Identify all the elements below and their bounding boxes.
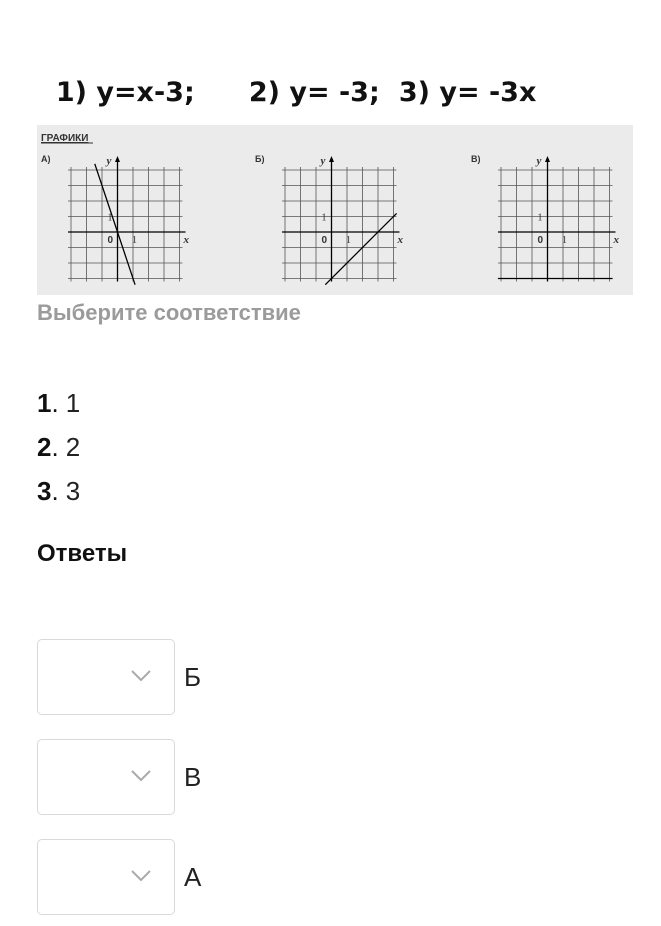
graph-panel bbox=[471, 154, 620, 282]
answer-select-2[interactable] bbox=[37, 739, 175, 815]
equation-3: 3) y= -3x bbox=[398, 77, 537, 108]
graph-label: В) bbox=[471, 154, 481, 164]
graphs-figure bbox=[37, 125, 633, 295]
chevron-down-icon bbox=[131, 670, 151, 682]
x-tick-label: 1 bbox=[346, 235, 351, 246]
function-line bbox=[325, 213, 396, 284]
list-item bbox=[37, 388, 80, 432]
graph-panel bbox=[41, 154, 190, 285]
origin-label: 0 bbox=[537, 235, 544, 246]
y-tick-label: 1 bbox=[107, 212, 113, 224]
answer-label: Б bbox=[184, 661, 202, 692]
chevron-down-icon bbox=[131, 770, 151, 782]
answers-heading: Ответы bbox=[37, 540, 128, 567]
x-axis-label: x bbox=[183, 234, 189, 246]
origin-label: 0 bbox=[107, 235, 114, 246]
x-tick-label: 1 bbox=[562, 235, 567, 246]
items-list bbox=[37, 388, 80, 520]
y-axis-label: y bbox=[106, 155, 112, 167]
item-number: 2 bbox=[37, 432, 52, 462]
x-tick-label: 1 bbox=[132, 235, 137, 246]
graph-label: Б) bbox=[255, 154, 265, 164]
y-axis-arrow bbox=[115, 156, 120, 162]
answer-row bbox=[37, 838, 201, 916]
x-axis-label: x bbox=[613, 234, 619, 246]
instruction-text: Выберите соответствие bbox=[37, 300, 301, 325]
answer-label: А bbox=[184, 861, 202, 892]
y-tick-label: 1 bbox=[537, 212, 543, 224]
item-value: 3 bbox=[65, 476, 81, 506]
item-separator: . bbox=[51, 388, 59, 418]
item-separator: . bbox=[51, 476, 59, 506]
item-value: 2 bbox=[65, 432, 81, 462]
figure-heading: ГРАФИКИ bbox=[41, 133, 89, 144]
equation-1: 1) y=x-3; bbox=[55, 77, 195, 108]
function-line bbox=[95, 164, 135, 285]
answer-select-1[interactable] bbox=[37, 639, 175, 715]
y-axis-arrow bbox=[545, 156, 550, 162]
equation-2: 2) y= -3; bbox=[248, 77, 380, 108]
item-number: 1 bbox=[37, 388, 52, 418]
y-axis-label: y bbox=[536, 155, 542, 167]
item-value: 1 bbox=[65, 388, 81, 418]
y-axis-arrow bbox=[329, 156, 334, 162]
origin-label: 0 bbox=[321, 235, 328, 246]
chevron-down-icon bbox=[131, 870, 151, 882]
x-axis-label: x bbox=[397, 234, 403, 246]
graph-label: А) bbox=[41, 154, 51, 164]
y-axis-label: y bbox=[320, 155, 326, 167]
list-item bbox=[37, 432, 80, 476]
y-tick-label: 1 bbox=[321, 212, 327, 224]
answer-label: В bbox=[184, 761, 202, 792]
list-item bbox=[37, 476, 80, 520]
item-number: 3 bbox=[37, 476, 52, 506]
equations-line bbox=[37, 46, 536, 108]
answer-select-3[interactable] bbox=[37, 839, 175, 915]
answer-row bbox=[37, 638, 201, 716]
graph-panel bbox=[255, 154, 404, 285]
answer-row bbox=[37, 738, 201, 816]
item-separator: . bbox=[51, 432, 59, 462]
